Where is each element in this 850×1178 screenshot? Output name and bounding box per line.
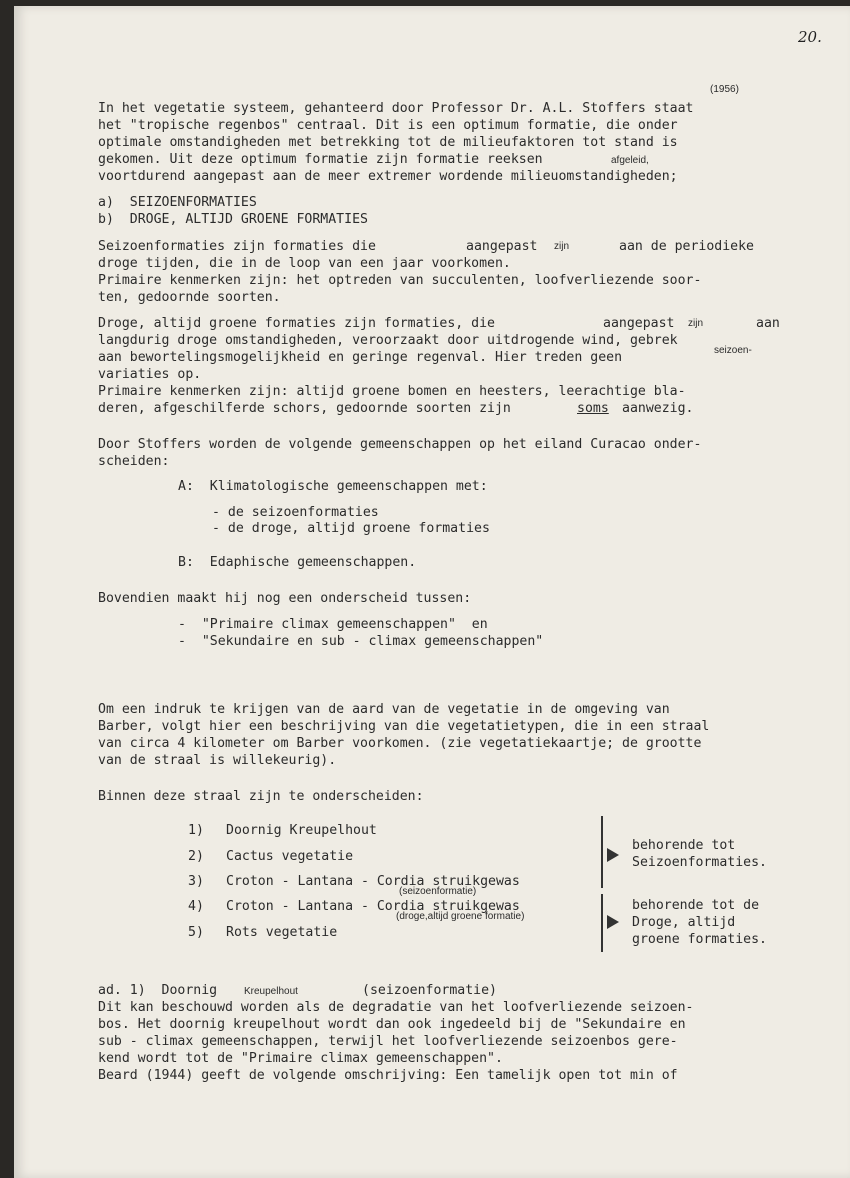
group-1-bracket	[601, 816, 603, 888]
type-number: 5)	[188, 925, 204, 940]
droge-line-3: aan bewortelingsmogelijkheid en geringe regenval. Hier treden geen	[98, 350, 623, 365]
droge-line-5: Primaire kenmerken zijn: altijd groene bomen en heesters, leerachtige bla-	[98, 384, 686, 399]
droge-line-6a: deren, afgeschilferde schors, gedoornde soorten zijn	[98, 401, 511, 416]
stoffers-item-a2: - de droge, altijd groene formaties	[212, 521, 490, 536]
binnen-line: Binnen deze straal zijn te onderscheiden:	[98, 789, 424, 804]
group-2-bracket	[601, 894, 603, 952]
year-annotation: (1956)	[710, 84, 739, 95]
ad1-heading-c: (seizoenformatie)	[362, 983, 497, 998]
type-label: Cactus vegetatie	[226, 849, 354, 864]
seizoen-line-4: ten, gedoornde soorten.	[98, 290, 281, 305]
group-2-label-3: groene formaties.	[632, 932, 767, 947]
group-2-label-1: behorende tot de	[632, 898, 760, 913]
stoffers-line-1: Door Stoffers worden de volgende gemeenschappen op het eiland Curacao onder-	[98, 437, 702, 452]
type-number: 4)	[188, 899, 204, 914]
droge-line-6c: aanwezig.	[622, 401, 694, 416]
intro-line-5: voortdurend aangepast aan de meer extremer wordende milieuomstandigheden;	[98, 169, 678, 184]
type-number: 2)	[188, 849, 204, 864]
stoffers-line-2: scheiden:	[98, 454, 170, 469]
ad1-line-5: Beard (1944) geeft de volgende omschrijving: Een tamelijk open tot min of	[98, 1068, 678, 1083]
ad1-heading-handwritten: Kreupelhout	[244, 986, 298, 997]
stoffers-item-a1: - de seizoenformaties	[212, 505, 379, 520]
bovendien-line: Bovendien maakt hij nog een onderscheid tussen:	[98, 591, 472, 606]
droge-line-1a: Droge, altijd groene formaties zijn formaties, die	[98, 316, 495, 331]
page-number: 20.	[798, 28, 822, 46]
barber-line-2: Barber, volgt hier een beschrijving van die vegetatietypen, die in een straal	[98, 719, 710, 734]
ad1-heading-a: ad. 1) Doornig	[98, 983, 218, 998]
barber-line-4: van de straal is willekeurig).	[98, 753, 337, 768]
type-label: Croton - Lantana - Cordia struikgewas	[226, 874, 520, 889]
group-1-label-2: Seizoenformaties.	[632, 855, 767, 870]
seizoen-line-1-handwritten: zijn	[554, 241, 570, 252]
type-label: Doornig Kreupelhout	[226, 823, 377, 838]
type-label: Croton - Lantana - Cordia struikgewas	[226, 899, 520, 914]
barber-line-3: van circa 4 kilometer om Barber voorkomen. (zie vegetatiekaartje; de grootte	[98, 736, 702, 751]
type-label: Rots vegetatie	[226, 925, 338, 940]
droge-line-1-handwritten: zijn	[688, 318, 704, 329]
bovendien-item-1: - "Primaire climax gemeenschappen" en	[178, 617, 488, 632]
group-2-arrow-icon	[607, 915, 619, 929]
group-1-label-1: behorende tot	[632, 838, 736, 853]
seizoen-line-3: Primaire kenmerken zijn: het optreden van succulenten, loofverliezende soor-	[98, 273, 702, 288]
stoffers-item-b: B: Edaphische gemeenschappen.	[178, 555, 417, 570]
intro-line-3: optimale omstandigheden met betrekking tot de milieufaktoren tot stand is	[98, 135, 678, 150]
intro-line-2: het "tropische regenbos" centraal. Dit is een optimum formatie, die onder	[98, 118, 678, 133]
group-2-label-2: Droge, altijd	[632, 915, 736, 930]
droge-line-3-handwritten: seizoen-	[714, 345, 752, 356]
bovendien-item-2: - "Sekundaire en sub - climax gemeenschappen"	[178, 634, 544, 649]
intro-line-4: gekomen. Uit deze optimum formatie zijn formatie reeksen	[98, 152, 543, 167]
intro-line-4-handwritten: afgeleid,	[611, 155, 649, 166]
ad1-line-4: kend wordt tot de "Primaire climax gemeenschappen".	[98, 1051, 503, 1066]
barber-line-1: Om een indruk te krijgen van de aard van de vegetatie in de omgeving van	[98, 702, 670, 717]
type-number: 1)	[188, 823, 204, 838]
intro-line-1: In het vegetatie systeem, gehanteerd door Professor Dr. A.L. Stoffers staat	[98, 101, 694, 116]
droge-line-1b: aangepast	[603, 316, 675, 331]
formation-a: a) SEIZOENFORMATIES	[98, 195, 257, 210]
stoffers-item-a: A: Klimatologische gemeenschappen met:	[178, 479, 488, 494]
ad1-line-2: bos. Het doornig kreupelhout wordt dan ook ingedeeld bij de "Sekundaire en	[98, 1017, 686, 1032]
seizoen-line-1b: aangepast	[466, 239, 538, 254]
seizoen-line-1a: Seizoenformaties zijn formaties die	[98, 239, 376, 254]
droge-line-2: langdurig droge omstandigheden, veroorzaakt door uitdrogende wind, gebrek	[98, 333, 678, 348]
type-4-note: (droge,altijd groene formatie)	[396, 911, 525, 922]
droge-line-6-underlined: soms	[577, 401, 609, 416]
seizoen-line-1d: aan de periodieke	[619, 239, 754, 254]
group-1-arrow-icon	[607, 848, 619, 862]
droge-line-4: variaties op.	[98, 367, 202, 382]
ad1-line-1: Dit kan beschouwd worden als de degradatie van het loofverliezende seizoen-	[98, 1000, 694, 1015]
document-page	[14, 6, 850, 1178]
type-number: 3)	[188, 874, 204, 889]
ad1-line-3: sub - climax gemeenschappen, terwijl het loofverliezende seizoenbos gere-	[98, 1034, 678, 1049]
formation-b: b) DROGE, ALTIJD GROENE FORMATIES	[98, 212, 368, 227]
type-3-note: (seizoenformatie)	[399, 886, 477, 897]
seizoen-line-2: droge tijden, die in de loop van een jaar voorkomen.	[98, 256, 511, 271]
droge-line-1d: aan	[756, 316, 780, 331]
